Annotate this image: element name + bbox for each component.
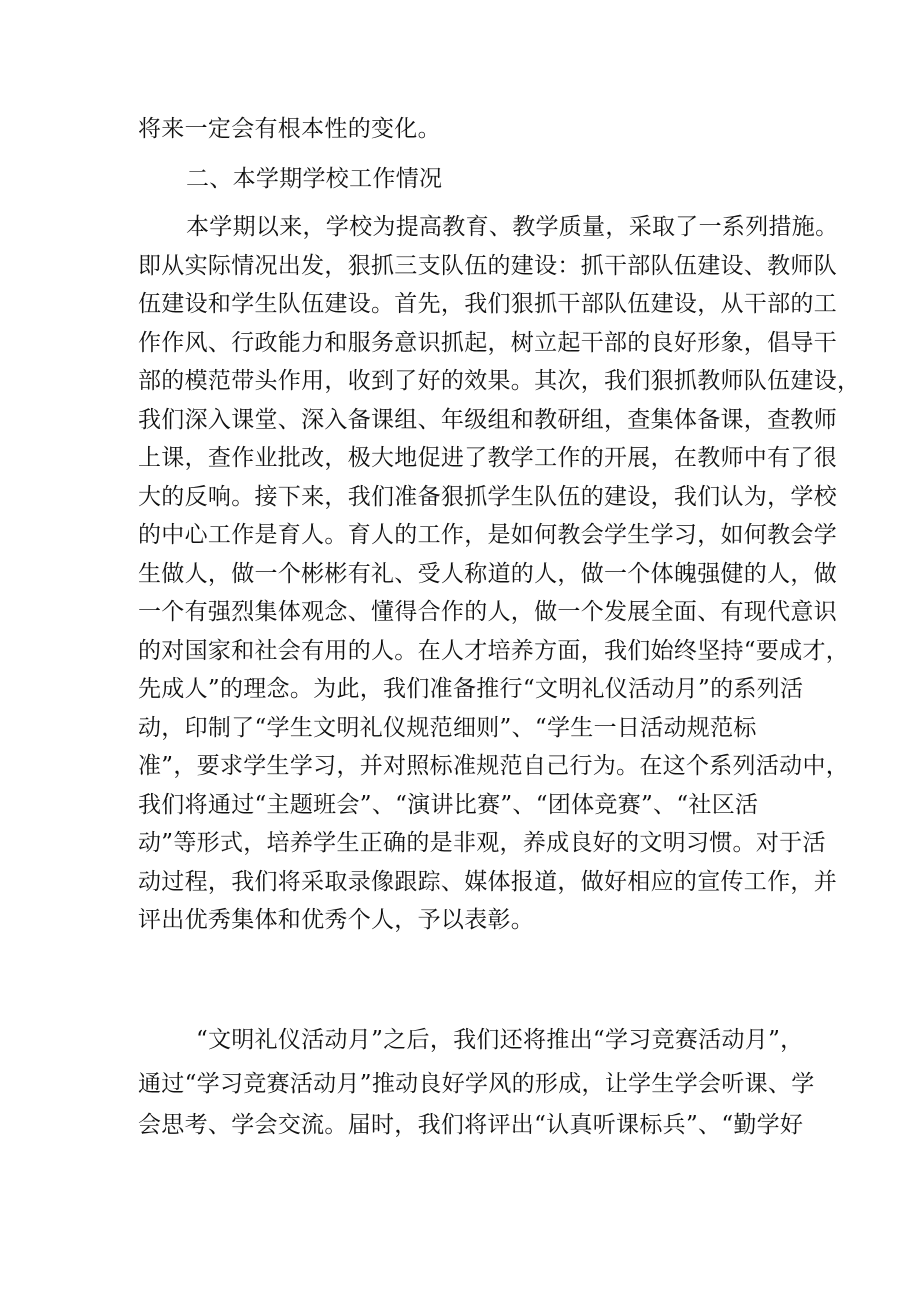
text-line: 准”，要求学生学习，并对照标准规范自己行为。在这个系列活动中， xyxy=(138,753,850,779)
text-line: 评出优秀集体和优秀个人，予以表彰。 xyxy=(138,907,535,933)
text-line: 上课，查作业批改，极大地促进了教学工作的开展，在教师中有了很 xyxy=(138,445,837,471)
text-line: 一个有强烈集体观念、懂得合作的人，做一个发展全面、有现代意识 xyxy=(138,599,837,625)
text-line: 生做人，做一个彬彬有礼、受人称道的人，做一个体魄强健的人，做 xyxy=(138,560,837,587)
text-line: 通过“学习竞赛活动月”推动良好学风的形成，让学生学会听课、学 xyxy=(138,1070,815,1097)
text-line: 动，印制了“学生文明礼仪规范细则”、“学生一日活动规范标 xyxy=(138,714,757,741)
text-line: 的中心工作是育人。育人的工作，是如何教会学生学习，如何教会学 xyxy=(138,522,837,548)
text-line: 我们将通过“主题班会”、“演讲比赛”、“团体竞赛”、“社区活 xyxy=(138,791,759,818)
text-line: 动”等形式，培养学生正确的是非观，养成良好的文明习惯。对于活 xyxy=(138,830,826,856)
section-heading xyxy=(138,160,788,199)
text-line: 将来一定会有根本性的变化。 xyxy=(138,116,441,142)
text-line: 本学期以来，学校为提高教育、教学质量，采取了一系列措施。 xyxy=(186,214,839,240)
text-line: 动过程，我们将采取录像跟踪、媒体报道，做好相应的宣传工作，并 xyxy=(138,868,837,895)
heading-text: 二、本学期学校工作情况 xyxy=(186,166,443,192)
text-line: 大的反响。接下来，我们准备狠抓学生队伍的建设，我们认为，学校 xyxy=(138,483,837,510)
text-line: 部的模范带头作用，收到了好的效果。其次，我们狠抓教师队伍建设， xyxy=(138,368,861,394)
text-line: 会思考、学会交流。届时，我们将评出“认真听课标兵”、“勤学好 xyxy=(138,1112,804,1138)
text-line: 伍建设和学生队伍建设。首先，我们狠抓干部队伍建设，从干部的工 xyxy=(138,291,837,317)
text-line: 即从实际情况出发，狠抓三支队伍的建设：抓干部队伍建设、教师队 xyxy=(138,252,837,279)
paragraph-main xyxy=(138,208,861,940)
text-line: 的对国家和社会有用的人。在人才培养方面，我们始终坚持“要成才， xyxy=(138,637,850,664)
paragraph-second xyxy=(138,1021,815,1145)
text-line: 先成人”的理念。为此，我们准备推行“文明礼仪活动月”的系列活 xyxy=(138,676,804,702)
paragraph-continuation xyxy=(138,110,788,149)
text-line: 我们深入课堂、深入备课组、年级组和教研组，查集体备课，查教师 xyxy=(138,406,837,433)
text-line: 作作风、行政能力和服务意识抓起，树立起干部的良好形象，倡导干 xyxy=(138,329,837,356)
text-line: “文明礼仪活动月”之后，我们还将推出“学习竞赛活动月”， xyxy=(196,1027,804,1053)
